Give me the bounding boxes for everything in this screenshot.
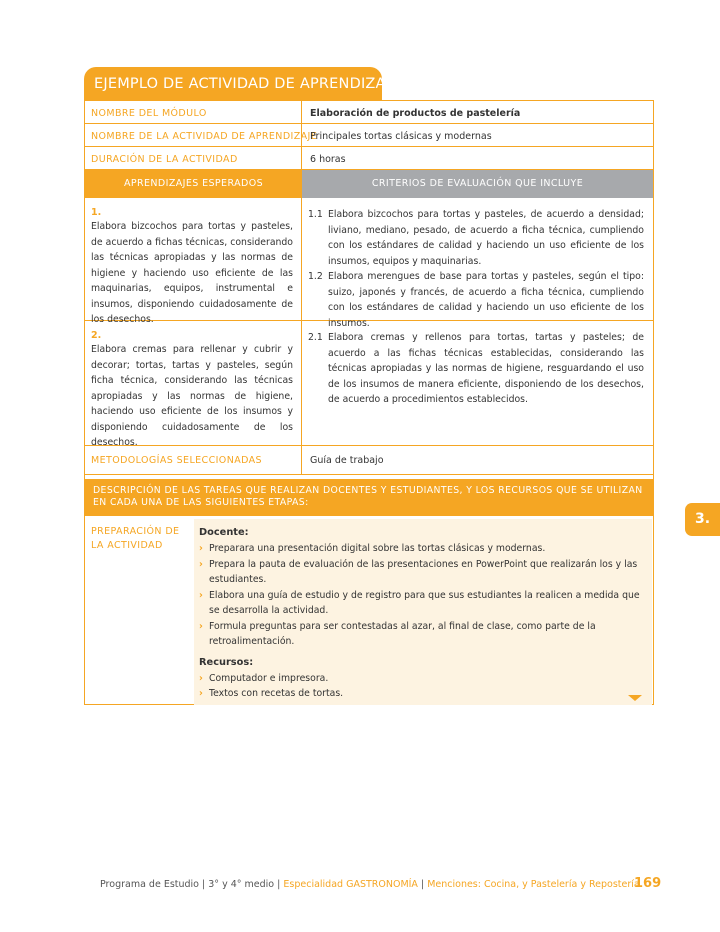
list-item: › Computador e impresora. (199, 671, 644, 687)
page-number: 169 (634, 876, 662, 891)
criteria-header: CRITERIOS DE EVALUACIÓN QUE INCLUYE (302, 170, 653, 198)
methodology-value: Guía de trabajo (310, 455, 384, 466)
chevron-right-icon: › (199, 558, 203, 570)
teacher-heading: Docente: (199, 527, 249, 538)
methodology-label: METODOLOGÍAS SELECCIONADAS (91, 455, 262, 466)
header-row (85, 170, 653, 198)
chevron-right-icon: › (199, 543, 203, 554)
criterion: 1.2 Elabora merengues de base para tortas y pasteles, según el tipo: suizo, japonés y francés, de acuerdo a ficha técnica, cumpliendo con los estándares de calidad y haciendo un uso eficiente de los insumos. (308, 271, 644, 329)
chevron-right-icon: › (199, 589, 203, 601)
list-item: › Prepara la pauta de evaluación de las presentaciones en PowerPoint que realizarán los y las estudiantes. (199, 557, 644, 588)
footer-specialty: Especialidad GASTRONOMÍA (283, 879, 418, 890)
duration-row (85, 147, 653, 170)
activity-row (85, 124, 653, 147)
activity-table (84, 100, 654, 705)
list-item: › Formula preguntas para ser contestadas al azar, al final de clase, como parte de la retroalimentación. (199, 619, 644, 650)
preparation-panel (194, 519, 652, 705)
criterion: 1.1 Elabora bizcochos para tortas y pasteles, de acuerdo a densidad; liviano, mediano, pesado, de acuerdo a ficha técnica, cumpliendo con los estándares de calidad y haciendo un uso eficiente de los insumos, equipos y maquinarias. (308, 209, 644, 267)
footer-grade: 3° y 4° medio (208, 879, 275, 890)
activity-label: NOMBRE DE LA ACTIVIDAD DE APRENDIZAJE (91, 131, 318, 142)
tasks-description-bar: DESCRIPCIÓN DE LAS TAREAS QUE REALIZAN DOCENTES Y ESTUDIANTES, Y LOS RECURSOS QUE SE UTILIZAN EN CADA UNA DE LAS SIGUIENTES ETAPAS: (85, 479, 653, 516)
preparation-label: PREPARACIÓN DE LA ACTIVIDAD (91, 526, 180, 551)
list-item: › Preparara una presentación digital sobre las tortas clásicas y modernas. (199, 541, 644, 557)
criterion: 2.1 Elabora cremas y rellenos para tortas, tartas y pasteles; de acuerdo a las fichas técnicas establecidas, considerando las técnicas apropiadas y las normas de higiene, resguardando el uso de los insumos de manera eficiente, disponiendo de los desechos, de acuerdo a procedimientos establecidos. (308, 332, 644, 405)
module-row (85, 101, 653, 124)
chevron-right-icon: › (199, 672, 203, 684)
chevron-right-icon: › (199, 688, 203, 699)
duration-value: 6 horas (310, 154, 346, 165)
section-title: EJEMPLO DE ACTIVIDAD DE APRENDIZAJE (84, 67, 382, 101)
outcome-text: Elabora bizcochos para tortas y pasteles, de acuerdo a fichas técnicas, considerando las técnicas apropiadas y las normas de higiene y haciendo uso eficiente de las maquinarias, equipos, instrumental e insumos, disponiendo cuidadosamente de los desechos. (91, 221, 293, 325)
learning-outcomes-header: APRENDIZAJES ESPERADOS (85, 170, 302, 198)
list-item: › Elabora una guía de estudio y de registro para que sus estudiantes la realicen a medida que se desarrolla la actividad. (199, 588, 644, 619)
chapter-tab: 3. (685, 503, 720, 536)
outcome-row-2 (85, 321, 653, 446)
footer-mentions: Menciones: Cocina, y Pastelería y Repostería (427, 879, 640, 890)
footer: Programa de Estudio | 3° y 4° medio | Especialidad GASTRONOMÍA | Menciones: Cocina, y Pastelería y Repostería (100, 879, 640, 890)
outcome-number: 2. (91, 330, 102, 341)
resources-heading: Recursos: (199, 656, 254, 668)
outcome-row-1 (85, 198, 653, 329)
list-item: › Textos con recetas de tortas. (199, 686, 644, 702)
continue-arrow-icon (628, 695, 642, 701)
footer-program: Programa de Estudio (100, 879, 199, 890)
methodology-row (85, 446, 653, 475)
chevron-right-icon: › (199, 620, 203, 632)
module-label: NOMBRE DEL MÓDULO (91, 108, 207, 119)
module-value: Elaboración de productos de pastelería (310, 108, 521, 119)
outcome-text: Elabora cremas para rellenar y cubrir y decorar; tortas, tartas y pasteles, según ficha técnica, considerando las técnicas apropiadas y las normas de higiene, haciendo uso eficiente de los insumos y disponiendo cuidadosamente de los desechos. (91, 344, 293, 448)
outcome-number: 1. (91, 207, 102, 218)
duration-label: DURACIÓN DE LA ACTIVIDAD (91, 154, 238, 165)
activity-value: Principales tortas clásicas y modernas (310, 131, 492, 142)
